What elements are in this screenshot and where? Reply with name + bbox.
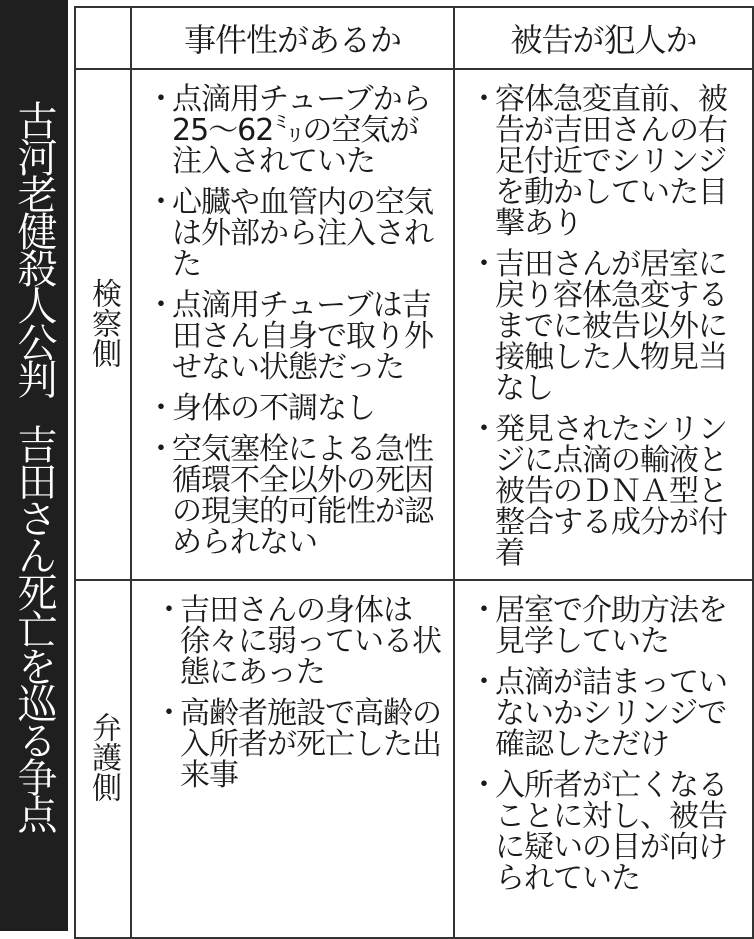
bullet-icon: ・ [469, 247, 498, 282]
list-item-text: 身体の不調なし [172, 391, 375, 426]
list-item [154, 698, 447, 791]
bullet-icon: ・ [469, 412, 498, 447]
list-item-text: 吉田さんが居室に戻り容体急変するまでに被告以外に接触した人物見当なし [495, 247, 727, 406]
cell-prosecution-incident [131, 69, 454, 580]
bullet-icon: ・ [146, 288, 175, 323]
cell-defense-incident [131, 580, 454, 938]
title [11, 100, 57, 831]
list-item-text: 吉田さんの身体は徐々に弱っている状態にあった [180, 593, 441, 690]
bullet-icon: ・ [146, 185, 175, 220]
list-item [469, 84, 746, 239]
list-item [469, 595, 746, 657]
list-item-text: 点滴用チューブから25〜62㍉の空気が注入されていた [172, 82, 431, 179]
list-defense-incident [132, 581, 453, 791]
list-item-text: 点滴用チューブは吉田さん自身で取り外せない状態だった [172, 288, 433, 385]
list-item [146, 434, 447, 558]
bullet-icon: ・ [154, 696, 183, 731]
list-item-text: 入所者が亡くなることに対し、被告に疑いの目が向けられていた [495, 768, 727, 896]
bullet-icon: ・ [469, 768, 498, 803]
list-item-text: 心臓や血管内の空気は外部から注入された [172, 185, 433, 282]
list-item-text: 空気塞栓による急性循環不全以外の死因の現実的可能性が認められない [172, 432, 433, 560]
row-header-defense: 弁護側 [75, 580, 131, 938]
list-item [469, 414, 746, 569]
list-item [469, 770, 746, 894]
list-item [154, 595, 447, 688]
title-part-2: 吉田さん死亡を巡る争点 [11, 424, 57, 831]
list-item-text: 居室で介助方法を見学していた [495, 593, 727, 659]
list-item-text: 高齢者施設で高齢の入所者が死亡した出来事 [180, 696, 441, 793]
list-item [146, 187, 447, 280]
bullet-icon: ・ [146, 82, 175, 117]
list-item-text: 発見されたシリンジに点滴の輸液と被告のＤＮＡ型と整合する成分が付着 [495, 412, 727, 571]
title-part-1: 古河老健殺人公判 [11, 100, 57, 396]
cell-prosecution-culprit [454, 69, 753, 580]
bullet-icon: ・ [469, 593, 498, 628]
column-header-incident: 事件性があるか [131, 7, 454, 69]
table-corner [75, 7, 131, 69]
list-item [146, 84, 447, 177]
list-item-text: 容体急変直前、被告が吉田さんの右足付近でシリンジを動かしていた目撃あり [495, 82, 727, 241]
column-header-culprit: 被告が犯人か [454, 7, 753, 69]
list-item [146, 290, 447, 383]
list-prosecution-culprit [455, 70, 752, 569]
bullet-icon: ・ [469, 82, 498, 117]
bullet-icon: ・ [146, 432, 175, 467]
list-prosecution-incident [132, 70, 453, 558]
title-bar [0, 0, 68, 931]
bullet-icon: ・ [146, 391, 175, 426]
bullet-icon: ・ [154, 593, 183, 628]
list-item [146, 393, 447, 424]
issues-table [74, 6, 754, 939]
list-item-text: 点滴が詰まっていないかシリンジで確認しただけ [495, 665, 727, 762]
cell-defense-culprit [454, 580, 753, 938]
list-item [469, 249, 746, 404]
list-item [469, 667, 746, 760]
list-defense-culprit [455, 581, 752, 894]
row-header-prosecution: 検察側 [75, 69, 131, 580]
bullet-icon: ・ [469, 665, 498, 700]
